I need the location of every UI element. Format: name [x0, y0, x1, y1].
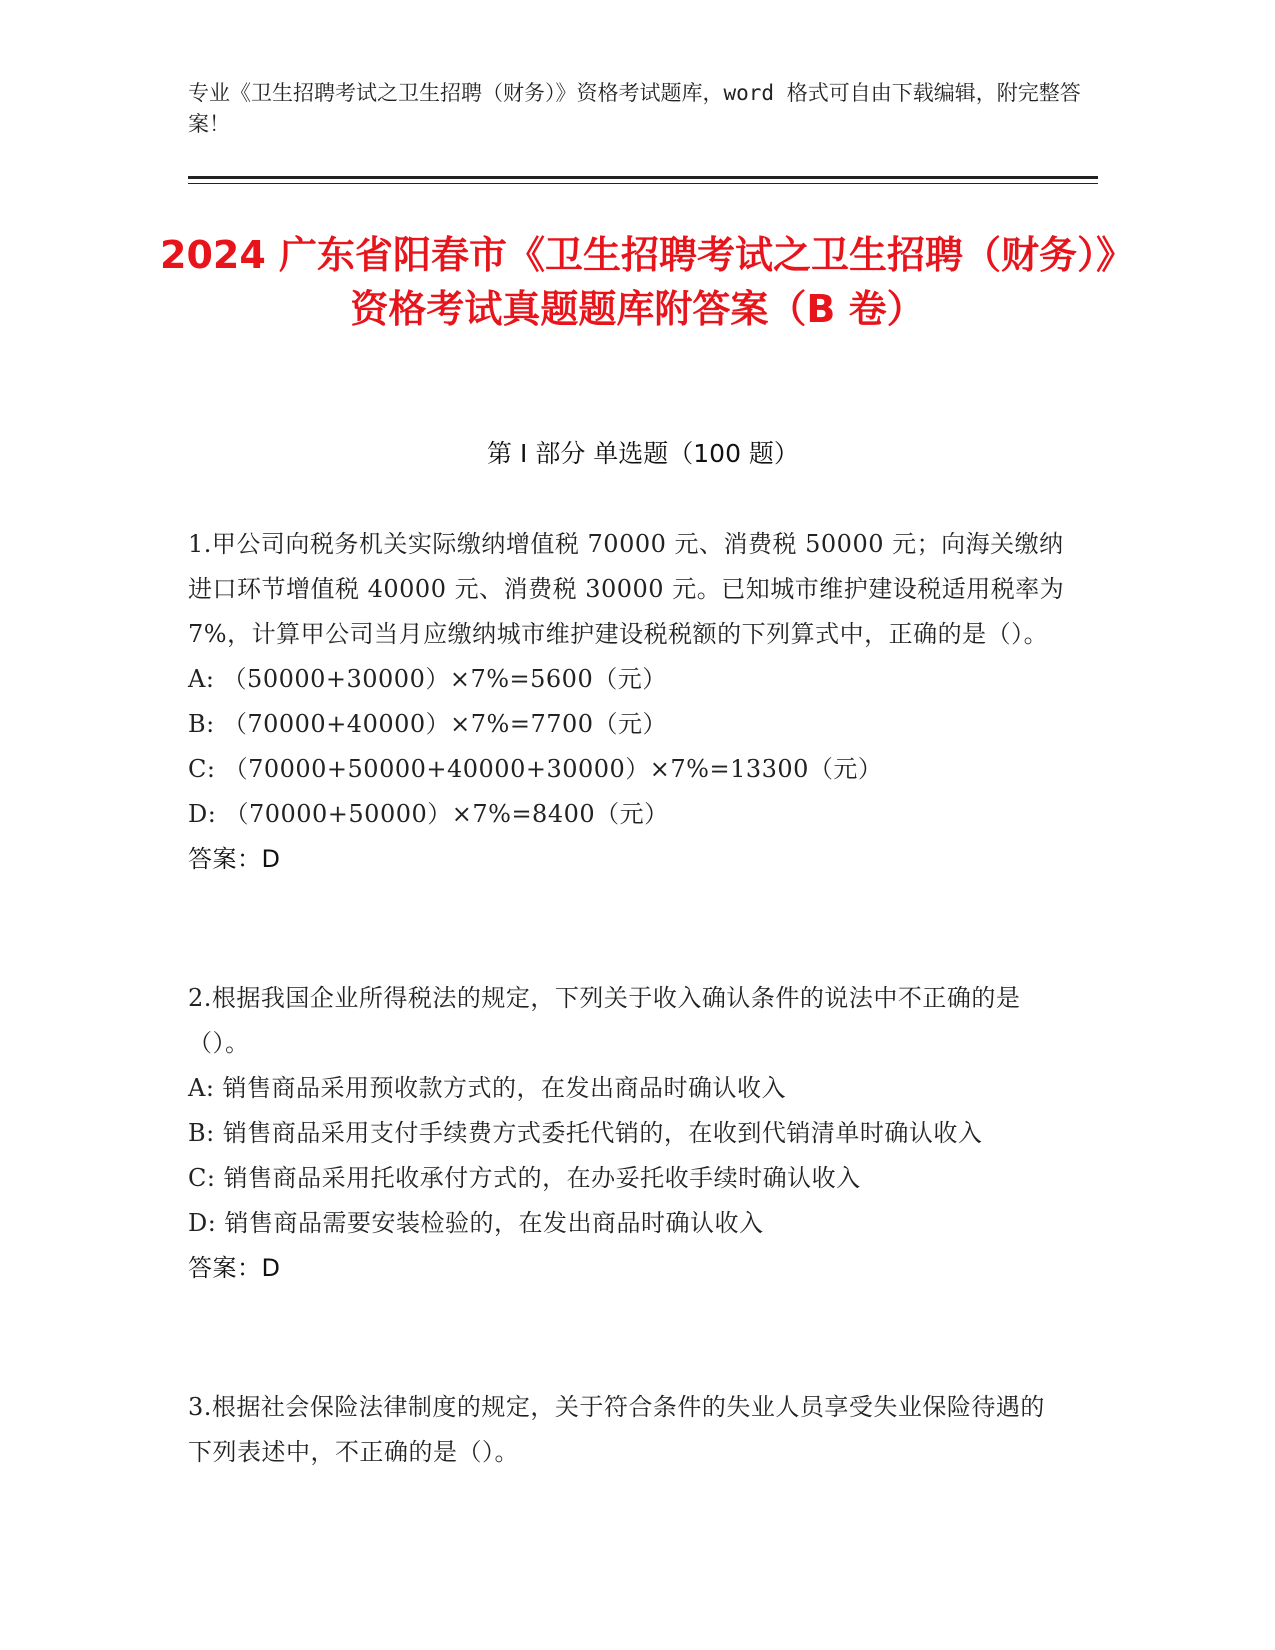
option-a: A: （50000+30000）×7%=5600（元）	[188, 665, 667, 693]
option-a: A: 销售商品采用预收款方式的，在发出商品时确认收入	[188, 1074, 787, 1102]
question-stem: 1.甲公司向税务机关实际缴纳增值税 70000 元、消费税 50000 元；向海关缴纳进口环节增值税 40000 元、消费税 30000 元。已知城市维护建设税适用税率为 7%，计算甲公司当月应缴纳城市维护建设税税额的下列算式中，正确的是（）。	[188, 530, 1065, 648]
document-title: 2024 广东省阳春市《卫生招聘考试之卫生招聘（财务）》资格考试真题题库附答案（B 卷）	[160, 233, 1115, 331]
option-b: B: （70000+40000）×7%=7700（元）	[188, 710, 668, 738]
option-b: B: 销售商品采用支付手续费方式委托代销的，在收到代销清单时确认收入	[188, 1119, 983, 1147]
question-1	[188, 522, 1068, 882]
question-stem: 3.根据社会保险法律制度的规定，关于符合条件的失业人员享受失业保险待遇的下列表述中，不正确的是（）。	[188, 1393, 1045, 1466]
question-3	[188, 1385, 1068, 1475]
answer-line: 答案：D	[188, 845, 281, 873]
header-note: 专业《卫生招聘考试之卫生招聘（财务）》资格考试题库，word 格式可自由下载编辑，附完整答案！	[188, 81, 1081, 136]
question-2	[188, 976, 1068, 1291]
section-title: 第 I 部分 单选题（100 题）	[487, 439, 799, 468]
option-c: C: 销售商品采用托收承付方式的，在办妥托收手续时确认收入	[188, 1164, 861, 1192]
option-d: D: 销售商品需要安装检验的，在发出商品时确认收入	[188, 1209, 764, 1237]
answer-line: 答案：D	[188, 1254, 281, 1282]
option-d: D: （70000+50000）×7%=8400（元）	[188, 800, 669, 828]
question-stem: 2.根据我国企业所得税法的规定，下列关于收入确认条件的说法中不正确的是（）。	[188, 984, 1021, 1057]
header-rule-thick	[188, 176, 1098, 179]
option-c: C: （70000+50000+40000+30000）×7%=13300（元）	[188, 755, 883, 783]
header-rule-thin	[188, 183, 1098, 184]
